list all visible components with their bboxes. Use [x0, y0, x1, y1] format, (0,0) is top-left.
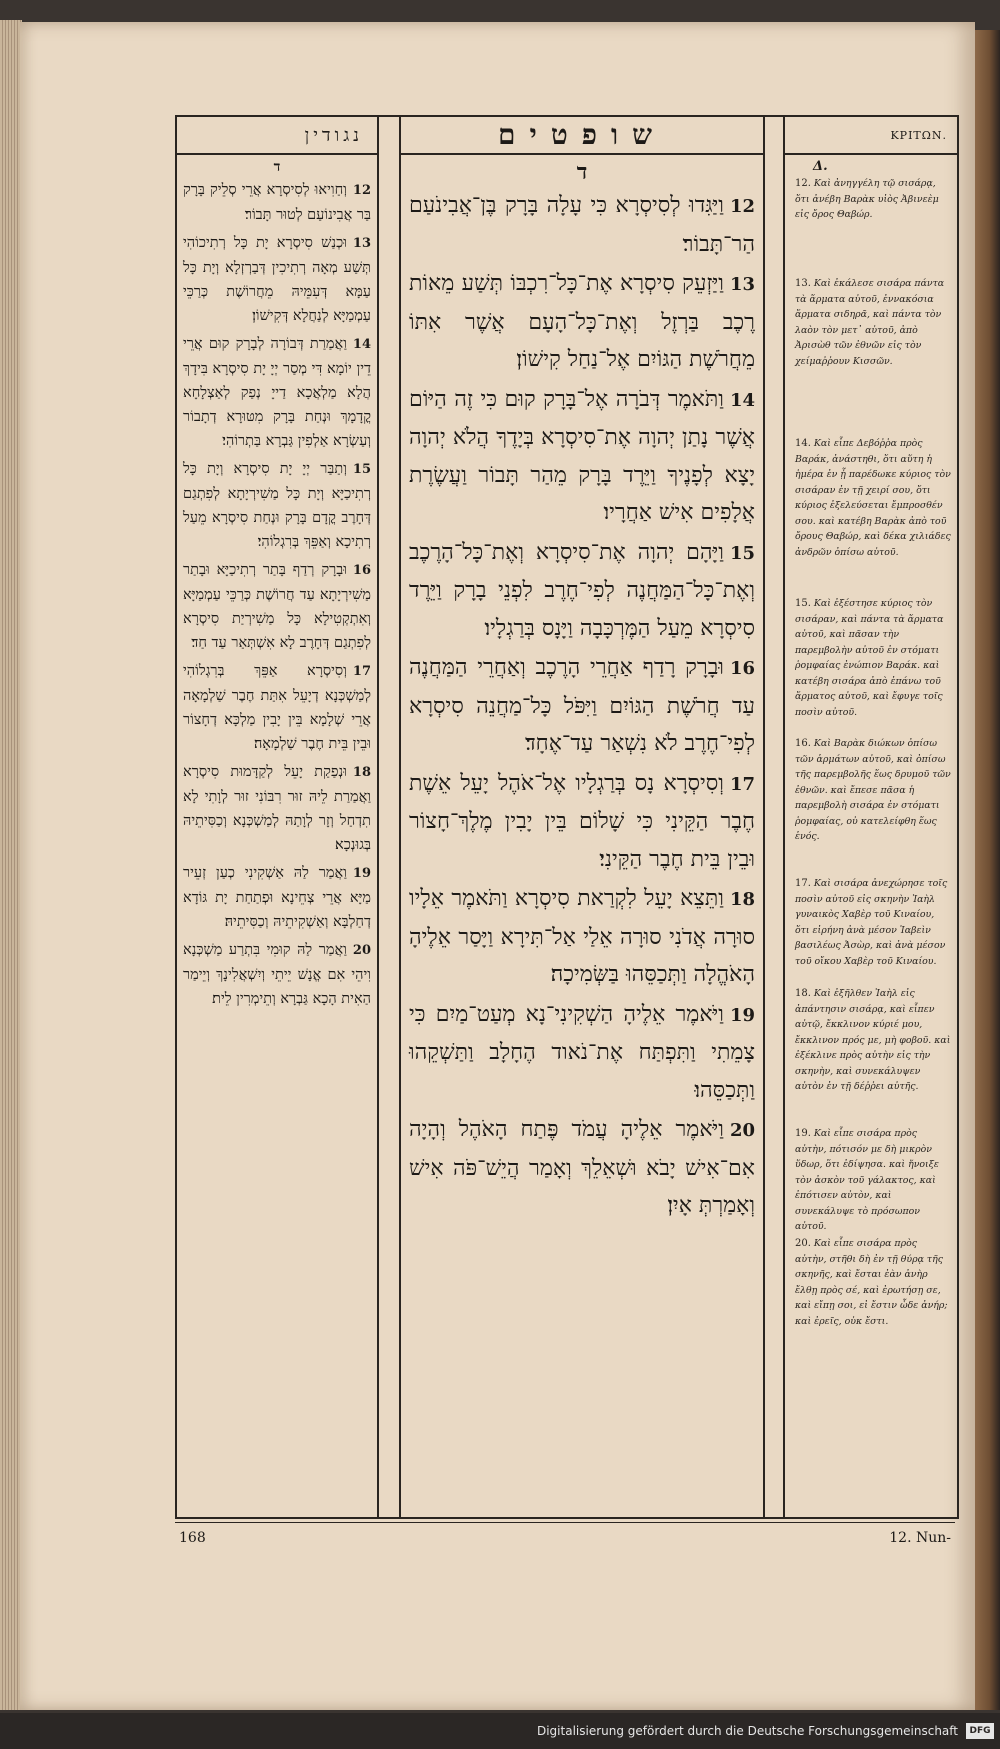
- hebrew-verse-text: וְסִיסְרָא נָס בְּרַגְלָיו אֶל־אֹהֶל יָעֵל אֵשֶׁת חֶבֶר הַקֵּינִי כִּי שָׁלוֹם בֵּין יָבִין מֶלֶךְ־חָצוֹר וּבֵין בֵּית חֶבֶר הַקֵּינִי׃: [409, 770, 755, 872]
- greek-verse-number: 12.: [795, 178, 811, 189]
- aramaic-verse-number: 12: [352, 183, 371, 198]
- hebrew-verse-text: וַתֵּצֵא יָעֵל לִקְרַאת סִיסְרָא וַתֹּאמֶר אֵלָיו סוּרָה אֲדֹנִי סוּרָה אֵלַי אַל־תִּירָא וַיָּסַר אֵלֶיהָ הָאֹהֱלָה וַתְּכַסֵּהוּ בַּשְּׂמִיכָה׃: [409, 886, 755, 987]
- aramaic-verse-list: [177, 178, 377, 1011]
- greek-verse-number: 18.: [795, 988, 811, 999]
- greek-verse: [785, 876, 957, 969]
- aramaic-verse-text: וַאֲמַרַת דְּבוֹרָה לְבָרָק קוּם אֲרֵי דֵין יוֹמָא דִּי מְסַר יְיָ יָת סִיסְרָא בִּידָךְ הֲלָא מַלְאֲכָא דַייָ נְפַק לְאַצְלָחָא קֳדָמָךְ וּנְחַת בָּרָק מִטּוּרָא דְתָבוֹר וְעַשְׂרָא אַלְפִין גַּבְרָא בַּתְרוֹהִי׃: [183, 336, 371, 449]
- greek-verse-number: 14.: [795, 438, 811, 449]
- hebrew-verse-text: וַיַּזְעֵק סִיסְרָא אֶת־כָּל־רִכְבּוֹ תְּשַׁע מֵאוֹת רֶכֶב בַּרְזֶל וְאֶת־כָּל־הָעָם אֲשֶׁר אִתּוֹ מֵחֲרֹשֶׁת הַגּוֹיִם אֶל־נַחַל קִישׁוֹן׃: [409, 271, 755, 372]
- greek-verse-text: Καὶ Βαρὰκ διώκων ὀπίσω τῶν ἁρμάτων αὐτοῦ, καὶ ὀπίσω τῆς παρεμβολῆς ἕως δρυμοῦ τῶν ἐθνῶν. καὶ ἔπεσε πᾶσα ἡ παρεμβολὴ σισάρα ἐν στόματι ῥομφαίας, οὐ κατελείφθη ἕως ἑνός.: [795, 738, 951, 842]
- footer-rule: [175, 1522, 955, 1523]
- aramaic-verse: [177, 938, 377, 1011]
- aramaic-verse-text: וַאֲמַר לַהּ אַשְׁקִינִי כְעַן זְעֵיר מַיָּא אֲרֵי צְחֵינָא וּפְתַחַת יָת גּוֹדָא דְחַלְבָּא וְאַשְׁקִיתֵיהּ וְכַסִּיתֵיהּ׃: [183, 865, 371, 930]
- aramaic-verse: [177, 558, 377, 655]
- hebrew-verse-text: וַיֹּאמֶר אֵלֶיהָ עֲמֹד פֶּתַח הָאֹהֶל וְהָיָה אִם־אִישׁ יָבֹא וּשְׁאֵלֵךְ וְאָמַר הֲיֵשׁ־פֹּה אִישׁ וְאָמַרְתְּ אָיִן׃: [409, 1117, 755, 1218]
- greek-column-header: [785, 117, 957, 155]
- greek-verse: [785, 276, 957, 369]
- greek-verse-text: Καὶ εἶπε σισάρα πρὸς αὐτὴν, πότισόν με δὴ μικρὸν ὕδωρ, ὅτι ἐδίψησα. καὶ ἤνοιξε τὸν ἀσκὸν τοῦ γάλακτος, καὶ ἐπότισεν αὐτὸν, καὶ συνεκάλυψε τὸ πρόσωπον αὐτοῦ.: [795, 1128, 939, 1232]
- hebrew-verse-list: [401, 187, 763, 1225]
- hebrew-verse-number: 13: [729, 274, 755, 295]
- greek-verse-number: 19.: [795, 1128, 811, 1139]
- aramaic-verse: [177, 332, 377, 453]
- digitization-credit-bar: [0, 1713, 1000, 1749]
- hebrew-verse-text: וַיָּהָם יְהוָה אֶת־סִיסְרָא וְאֶת־כָּל־הָרֶכֶב וְאֶת־כָּל־הַמַּחֲנֶה לְפִי־חֶרֶב לִפְנֵי בָרָק וַיֵּרֶד סִיסְרָא מֵעַל הַמֶּרְכָּבָה וַיָּנָס בְּרַגְלָיו׃: [409, 539, 755, 641]
- greek-verse-number: 15.: [795, 598, 811, 609]
- greek-verse: [785, 1126, 957, 1235]
- aramaic-verse-number: 13: [352, 236, 371, 251]
- hebrew-verse: [401, 765, 763, 879]
- hebrew-verse-text: וַתֹּאמֶר דְּבֹרָה אֶל־בָּרָק קוּם כִּי זֶה הַיּוֹם אֲשֶׁר נָתַן יְהוָה אֶת־סִיסְרָא בְּיָדֶךָ הֲלֹא יְהוָה יָצָא לְפָנֶיךָ וַיֵּרֶד בָּרָק מֵהַר תָּבוֹר וַעֲשֶׂרֶת אֲלָפִים אִישׁ אַחֲרָיו׃: [409, 386, 755, 525]
- greek-verse-number: 16.: [795, 738, 811, 749]
- hebrew-verse: [401, 534, 763, 648]
- catchword: 12. Nun-: [889, 1530, 951, 1546]
- greek-verse-list: [785, 176, 957, 1516]
- aramaic-verse: [177, 760, 377, 857]
- aramaic-verse-text: וּנְפַקַת יָעֵל לְקַדָּמוּת סִיסְרָא וַאֲמַרַת לֵיהּ זוּר רִבּוֹנִי זוּר לְוָתִי לָא תִדְחַל וְזָר לְוָתַהּ לְמַשְׁכְּנָא וְכַסִּיתֵיהּ בְּגוּנְכָא׃: [183, 764, 371, 853]
- hebrew-verse: [401, 187, 763, 263]
- greek-verse: [785, 436, 957, 560]
- greek-verse: [785, 736, 957, 845]
- hebrew-verse: [401, 996, 763, 1110]
- greek-verse-text: Καὶ ἐξῆλθεν Ἰαὴλ εἰς ἀπάντησιν σισάρᾳ, καὶ εἶπεν αὐτῷ, ἔκκλινον κύριέ μου, ἔκκλινον πρός με, μὴ φοβοῦ. καὶ ἐξέκλινε πρὸς αὐτὴν εἰς τὴν σκηνὴν, καὶ συνεκάλυψεν αὐτὸν ἐν τῇ δέῤῥει αὐτῆς.: [795, 988, 951, 1092]
- greek-verse-text: Καὶ ἐκάλεσε σισάρα πάντα τὰ ἅρματα αὐτοῦ, ἐννακόσια ἅρματα σιδηρᾶ, καὶ πάντα τὸν λαὸν τὸν μετ᾽ αὐτοῦ, ἀπὸ Ἀρισὼθ τῶν ἐθνῶν εἰς τὸν χείμαῤῥουν Κισσῶν.: [795, 278, 945, 367]
- aramaic-verse-text: וְתַבַּר יְיָ יָת סִיסְרָא וְיָת כָּל רְתִיכַיָּא וְיָת כָּל מַשִׁירְיָתָא לְפִתְגַם דְּחָרֶב קֳדָם בָּרָק וּנְחַת סִיסְרָא מֵעַל רְתִיכָא וְאַפֵּךְ בְּרִגְלוֹהִי׃: [183, 461, 371, 550]
- greek-verse: [785, 176, 957, 223]
- greek-verse-text: Καὶ εἶπε σισάρα πρὸς αὐτὴν, στῆθι δὴ ἐν τῇ θύρᾳ τῆς σκηνῆς, καὶ ἔσται ἐὰν ἀνὴρ ἔλθῃ πρὸς σέ, καὶ ἐρωτήσῃ σε, καὶ εἴπῃ σοι, εἰ ἔστιν ὧδε ἀνήρ; καὶ ἐρεῖς, οὐκ ἔστι.: [795, 1238, 948, 1327]
- page-footer: [175, 1530, 955, 1550]
- hebrew-verse-number: 20: [729, 1120, 755, 1141]
- hebrew-verse-text: וַיֹּאמֶר אֵלֶיהָ הַשְׁקִינִי־נָא מְעַט־מַיִם כִּי צָמֵתִי וַתִּפְתַּח אֶת־נֹאוד הֶחָלָב וַתַּשְׁקֵהוּ וַתְּכַסֵּהוּ׃: [409, 1001, 755, 1103]
- greek-column: [783, 117, 957, 1517]
- greek-verse: [785, 1236, 957, 1329]
- hebrew-verse-number: 15: [729, 542, 755, 564]
- book-page-edges-left: [0, 20, 22, 1710]
- aramaic-verse-number: 20: [352, 943, 371, 958]
- hebrew-verse-text: וַיַּגִּדוּ לְסִיסְרָא כִּי עָלָה בָּרָק בֶּן־אֲבִינֹעַם הַר־תָּבוֹר׃: [409, 193, 755, 257]
- aramaic-verse: [177, 659, 377, 756]
- hebrew-verse-number: 16: [729, 658, 755, 679]
- aramaic-verse-text: וַאֲמַר לַהּ קוּמִי בִּתְרַע מַשְׁכְּנָא וִיהֵי אִם אֱנָשׁ יֵיתֵי וְיִשְׁאֲלִינָךְ וְיֵימַר הַאִית הָכָא גַּבְרָא וְתֵימְרִין לֵית׃: [183, 942, 371, 1007]
- credit-text: Digitalisierung gefördert durch die Deutsche Forschungsgemeinschaft: [536, 1724, 958, 1738]
- greek-verse-number: 17.: [795, 878, 811, 889]
- aramaic-verse-number: 17: [352, 664, 371, 679]
- aramaic-verse: [177, 861, 377, 934]
- greek-verse-number: 13.: [795, 278, 811, 289]
- aramaic-verse-text: וְחַוִיאוּ לְסִיסְרָא אֲרֵי סְלֵיק בָּרָק בַּר אֲבִינוֹעַם לְטוּר תָּבוֹר׃: [183, 182, 371, 223]
- aramaic-header-text: נגודין: [304, 124, 363, 146]
- hebrew-verse-text: וּבָרָק רָדַף אַחֲרֵי הָרֶכֶב וְאַחֲרֵי הַמַּחֲנֶה עַד חֲרֹשֶׁת הַגּוֹיִם וַיִּפֹּל כָּל־מַחֲנֵה סִיסְרָא לְפִי־חֶרֶב לֹא נִשְׁאַר עַד־אֶחָד׃: [409, 655, 755, 756]
- greek-chapter-letter: Δ.: [813, 159, 828, 174]
- hebrew-column-header: [401, 117, 763, 155]
- aramaic-verse-number: 19: [352, 866, 371, 881]
- hebrew-verse-number: 14: [729, 389, 755, 411]
- aramaic-verse-text: וּכְנַשׁ סִיסְרָא יָת כָּל רְתִיכוֹהִי תְּשַׁע מְאָה רְתִיכִין דְּבַרְזְלָא וְיָת כָּל עַמָּא דְּעִמֵּיהּ מֵחֲרוֹשֶׁת כְּרַכֵּי עַמְמַיָּא לְנַחֲלָא דְּקִישׁוֹן׃: [183, 235, 371, 324]
- text-frame: [175, 115, 959, 1519]
- greek-verse-text: Καὶ ἐξέστησε κύριος τὸν σισάραν, καὶ πάντα τὰ ἅρματα αὐτοῦ, καὶ πᾶσαν τὴν παρεμβολὴν αὐτοῦ ἐν στόματι ῥομφαίας ἐνώπιον Βαράκ. καὶ κατέβη σισάρα ἀπὸ ἐπάνω τοῦ ἅρματος αὐτοῦ, καὶ ἔφυγε τοῖς ποσὶν αὐτοῦ.: [795, 598, 944, 718]
- hebrew-chapter-letter: ד: [576, 159, 588, 185]
- aramaic-verse-number: 14: [352, 337, 371, 352]
- hebrew-verse: [401, 381, 763, 532]
- greek-verse: [785, 596, 957, 720]
- hebrew-verse-number: 12: [729, 196, 755, 217]
- aramaic-verse-text: וְסִיסְרָא אַפֵּךְ בְּרִגְלוֹהִי לְמַשְׁכְּנָא דְיָעֵל אִתַּת חֶבֶר שַׁלְמָאָה אֲרֵי שְׁלָמָא בֵּין יָבִין מַלְכָּא דְחָצוֹר וּבֵין בֵּית חֶבֶר שַׁלְמָאָה׃: [183, 663, 371, 752]
- aramaic-verse-number: 18: [352, 765, 371, 780]
- hebrew-column: [399, 117, 765, 1517]
- greek-verse-text: Καὶ ἀνηγγέλη τῷ σισάρᾳ, ὅτι ἀνέβη Βαρὰκ υἱὸς Ἀβινεὲμ εἰς ὄρος Θαβώρ.: [795, 178, 939, 220]
- aramaic-verse-number: 15: [352, 462, 371, 477]
- aramaic-column: [177, 117, 379, 1517]
- hebrew-verse: [401, 649, 763, 763]
- aramaic-verse: [177, 457, 377, 554]
- hebrew-verse-number: 19: [729, 1004, 755, 1026]
- aramaic-verse: [177, 178, 377, 227]
- aramaic-verse-text: וּבָרָק רְדַף בָּתַר רְתִיכַיָּא וּבָתַר מַשִׁירְיָתָא עַד חֲרוֹשֶׁת כְּרַכֵּי עַמְמַיָּא וְאִתְקְטִילָא כָּל מַשִׁירְיַת סִיסְרָא לְפִתְגַם דְּחָרֶב לָא אִשְׁתְּאַר עַד חַד׃: [183, 562, 371, 651]
- aramaic-verse-number: 16: [352, 563, 371, 578]
- greek-verse-text: Καὶ σισάρα ἀνεχώρησε τοῖς ποσὶν αὐτοῦ εἰς σκηνὴν Ἰαὴλ γυναικὸς Χαβὲρ τοῦ Κιναίου, ὅτι εἰρήνη ἀνὰ μέσον Ἰαβεὶν βασιλέως Ἀσὼρ, καὶ ἀνὰ μέσον τοῦ οἴκου Χαβὲρ τοῦ Κιναίου.: [795, 878, 948, 967]
- hebrew-verse: [401, 1111, 763, 1225]
- greek-verse-text: Καὶ εἶπε Δεβόῤῥα πρὸς Βαράκ, ἀνάστηθι, ὅτι αὕτη ἡ ἡμέρα ἐν ᾗ παρέδωκε κύριος τὸν σισάραν ἐν τῇ χειρί σου, ὅτι κύριος ἐξελεύσεται ἔμπροσθέν σου. καὶ κατέβη Βαρὰκ ἀπὸ τοῦ ὄρους Θαβώρ, καὶ δέκα χιλιάδες ἀνδρῶν ὀπίσω αὐτοῦ.: [795, 438, 951, 558]
- hebrew-header-text: שופטים: [498, 118, 666, 151]
- greek-verse-number: 20.: [795, 1238, 811, 1249]
- hebrew-verse: [401, 265, 763, 379]
- greek-verse: [785, 986, 957, 1095]
- aramaic-chapter-letter: ד: [273, 159, 281, 175]
- book-cover-edge-right: [974, 30, 1000, 1710]
- dfg-logo-icon: DFG: [966, 1723, 994, 1739]
- aramaic-verse: [177, 231, 377, 328]
- aramaic-column-header: [177, 117, 377, 155]
- hebrew-verse-number: 17: [729, 773, 755, 795]
- hebrew-verse: [401, 880, 763, 994]
- hebrew-verse-number: 18: [729, 889, 755, 910]
- page-number: 168: [179, 1530, 206, 1546]
- greek-header-text: ΚΡΙΤΩΝ.: [890, 128, 947, 142]
